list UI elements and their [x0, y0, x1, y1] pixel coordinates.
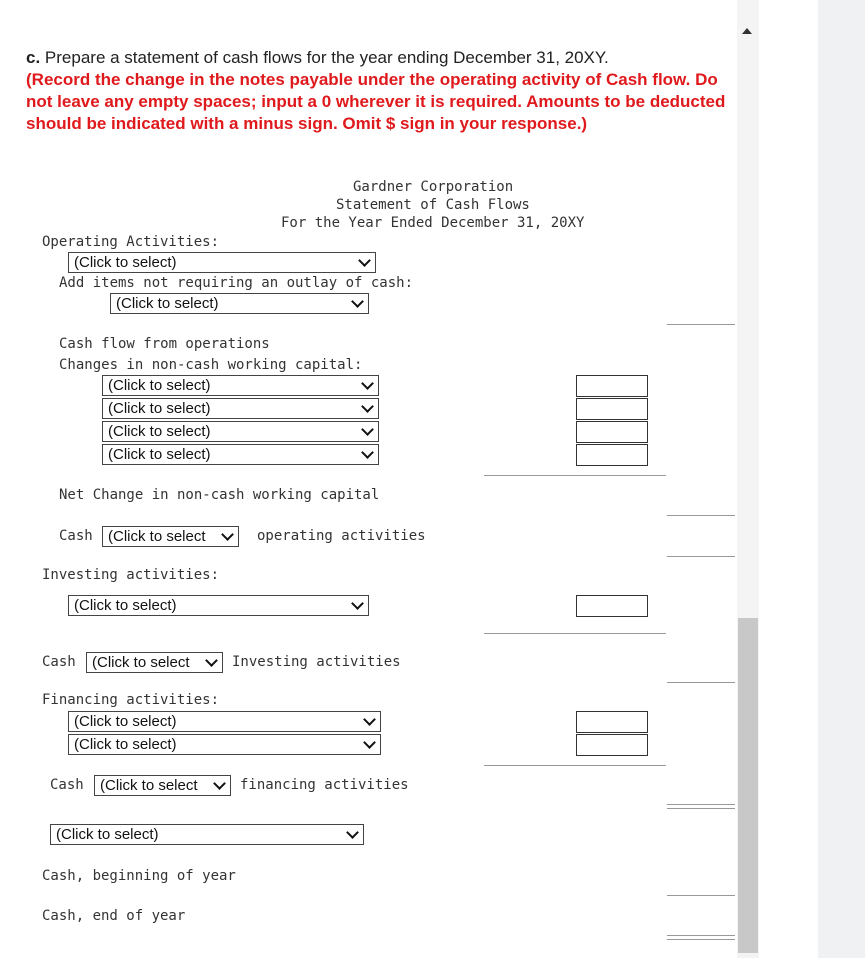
subtotal-line [484, 633, 666, 634]
part-label: c. [26, 48, 41, 67]
wc-amount-input-3[interactable] [576, 421, 648, 443]
statement-period: For the Year Ended December 31, 20XY [281, 215, 585, 231]
total-line [667, 808, 735, 809]
total-line [667, 556, 735, 557]
wc-select-1[interactable]: (Click to select) [102, 375, 379, 396]
wc-select-3[interactable]: (Click to select) [102, 421, 379, 442]
chevron-down-icon [221, 528, 234, 541]
financing-select-2[interactable]: (Click to select) [68, 734, 381, 755]
chevron-down-icon [358, 254, 371, 267]
financing-select-1[interactable]: (Click to select) [68, 711, 381, 732]
chevron-down-icon [351, 295, 364, 308]
total-line [667, 515, 735, 516]
scroll-up-arrow-icon[interactable] [742, 28, 752, 34]
right-panel [818, 0, 865, 958]
chevron-down-icon [361, 446, 374, 459]
net-change-label: Net Change in non-cash working capital [59, 487, 380, 503]
chevron-down-icon [363, 736, 376, 749]
chevron-down-icon [361, 377, 374, 390]
add-items-label: Add items not requiring an outlay of cash: [59, 275, 414, 291]
subtotal-line [484, 475, 666, 476]
changes-label: Changes in non-cash working capital: [59, 357, 363, 373]
chevron-down-icon [346, 826, 359, 839]
wc-amount-input-1[interactable] [576, 375, 648, 397]
chevron-down-icon [361, 423, 374, 436]
double-total-line [667, 935, 735, 936]
investing-suffix: Investing activities [232, 654, 401, 670]
subtotal-line [484, 765, 666, 766]
total-line [667, 324, 735, 325]
scrollbar-thumb[interactable] [738, 618, 758, 953]
instructions [26, 47, 726, 135]
financing-amount-input-2[interactable] [576, 734, 648, 756]
operating-select-noncash-item[interactable]: (Click to select) [110, 293, 369, 314]
total-line [667, 895, 735, 896]
company-name: Gardner Corporation [353, 179, 514, 195]
cash-word: Cash [42, 654, 76, 670]
wc-amount-input-2[interactable] [576, 398, 648, 420]
total-line [667, 682, 735, 683]
chevron-down-icon [213, 777, 226, 790]
instructions-lead: Prepare a statement of cash flows for the year ending December 31, 20XY. [44, 48, 609, 67]
statement-title: Statement of Cash Flows [336, 197, 530, 213]
operating-suffix: operating activities [257, 528, 426, 544]
operating-select-net-income[interactable]: (Click to select) [68, 252, 376, 273]
chevron-down-icon [363, 713, 376, 726]
investing-amount-input[interactable] [576, 595, 648, 617]
financing-suffix: financing activities [240, 777, 409, 793]
investing-select[interactable]: (Click to select) [68, 595, 369, 616]
total-line [667, 804, 735, 805]
chevron-down-icon [351, 597, 364, 610]
cash-beginning-label: Cash, beginning of year [42, 868, 236, 884]
wc-amount-input-4[interactable] [576, 444, 648, 466]
wc-select-4[interactable]: (Click to select) [102, 444, 379, 465]
operating-heading: Operating Activities: [42, 234, 220, 250]
double-total-line [667, 939, 735, 940]
investing-heading: Investing activities: [42, 567, 220, 583]
financing-amount-input-1[interactable] [576, 711, 648, 733]
cash-word: Cash [50, 777, 84, 793]
investing-cash-select[interactable]: (Click to select [86, 652, 223, 673]
financing-heading: Financing activities: [42, 692, 220, 708]
cash-end-label: Cash, end of year [42, 908, 186, 924]
financing-cash-select[interactable]: (Click to select [94, 775, 231, 796]
wc-select-2[interactable]: (Click to select) [102, 398, 379, 419]
cash-word: Cash [59, 528, 93, 544]
net-change-select[interactable]: (Click to select) [50, 824, 364, 845]
operating-cash-select[interactable]: (Click to select [102, 526, 239, 547]
chevron-down-icon [205, 654, 218, 667]
cash-flow-from-operations: Cash flow from operations [59, 336, 270, 352]
instructions-note: (Record the change in the notes payable under the operating activity of Cash flow. Do not leave any empty spaces; input a 0 wherever it is required. Amounts to be deducted should be indicated with a minus sign. Omit $ sign in your response.) [26, 70, 726, 133]
chevron-down-icon [361, 400, 374, 413]
